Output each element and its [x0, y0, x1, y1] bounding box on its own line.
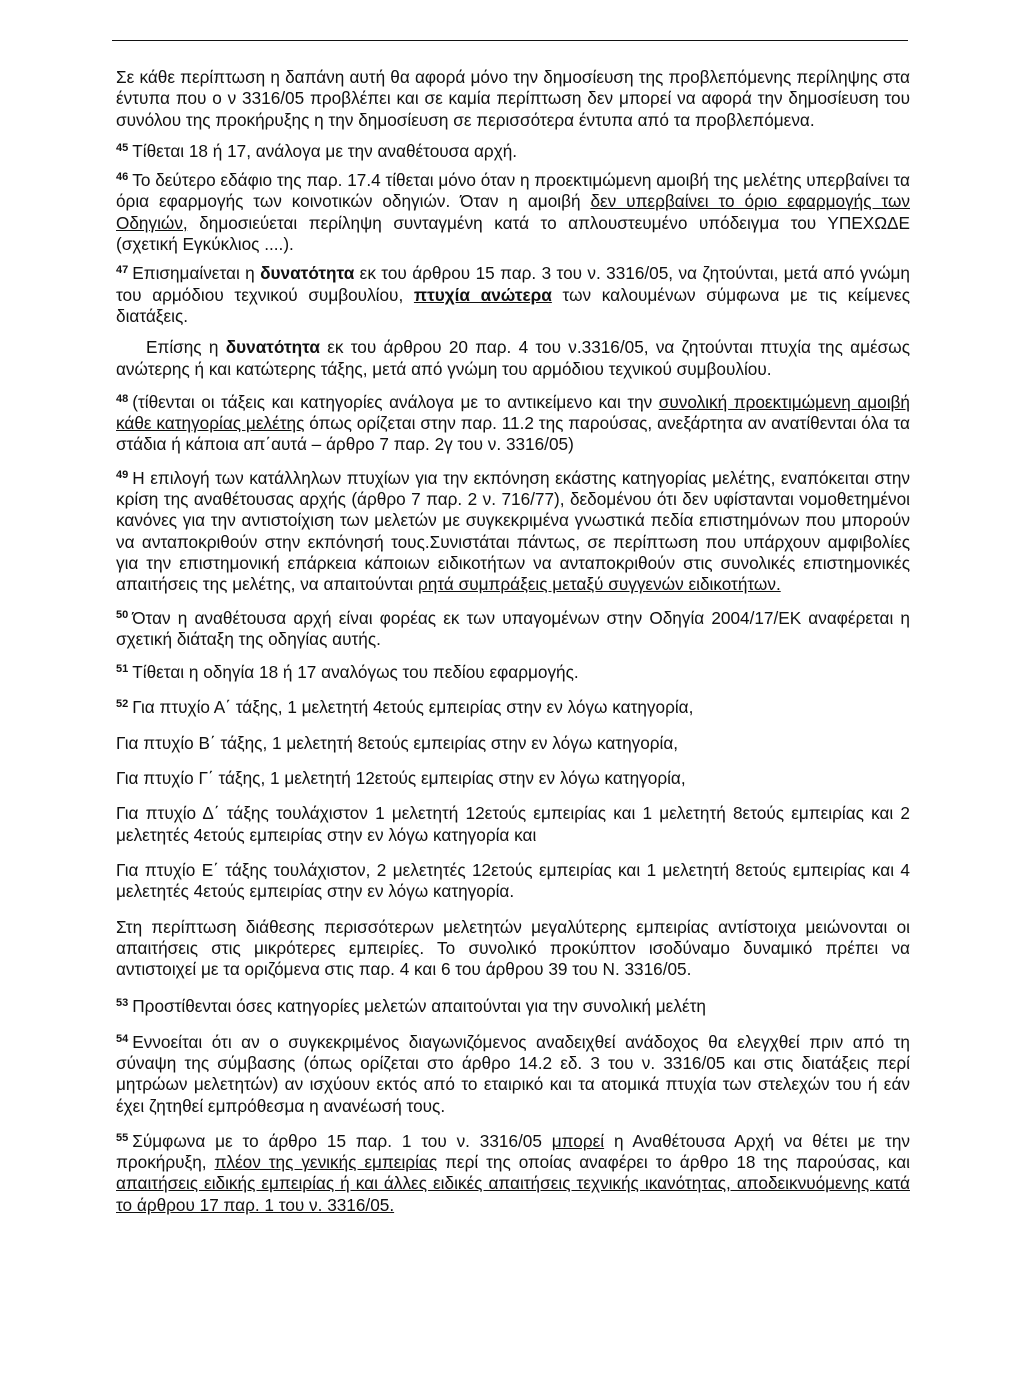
- footnote-number: 50: [116, 608, 129, 621]
- footnote-52-line-6: Στη περίπτωση διάθεσης περισσότερων μελετητών μεγαλύτερης εμπειρίας αντίστοιχα μειώνονται οι απαιτήσεις στις μικρότερες εμπειρίες. Το συνολικό προκύπτον ισοδύναμο δυναμικό πρέπει να αντιστοιχεί με τα οριζόμενα στις παρ. 4 και 6 του άρθρου 39 του Ν. 3316/05.: [116, 916, 910, 980]
- footnote-52-line-5: Για πτυχίο Ε΄ τάξης τουλάχιστον, 2 μελετητές 12ετούς εμπειρίας και 1 μελετητή 8ετούς εμπειρίας και 4 μελετητές 4ετούς εμπειρίας στην εν λόγω κατηγορία.: [116, 859, 910, 902]
- underlined-text: μπορεί: [551, 1130, 605, 1151]
- footnote-48: $^{48}$ (τίθενται οι τάξεις και κατηγορίες ανάλογα με το αντικείμενο και την συνολική προεκτιμώμενη αμοιβή κάθε κατηγορίας μελέτης όπως ορίζεται στην παρ. 11.2 της παρούσας, ανεξάρτητα αν ανατίθενται όλα τα στάδια ή κάποια απ΄αυτά – άρθρο 7 παρ. 2γ του ν. 3316/05): [116, 391, 910, 455]
- footnote-separator-line: [112, 40, 908, 41]
- footnote-number: 49: [116, 468, 129, 481]
- underlined-text: ρητά συμπράξεις μεταξύ συγγενών ειδικοτήτων.: [418, 574, 781, 595]
- footnote-47: $^{47}$ Επισημαίνεται η δυνατότητα εκ του άρθρου 15 παρ. 3 του ν. 3316/05, να ζητούνται, μετά από γνώμη του αρμόδιου τεχνικού συμβουλίου, πτυχία ανώτερα των καλουμένων σύμφωνα με τις κείμενες διατάξεις.: [116, 263, 910, 326]
- footnote-53: $^{53}$ Προστίθενται όσες κατηγορίες μελετών απαιτούνται για την συνολική μελέτη: [116, 996, 706, 1017]
- footnote-49: $^{49}$ Η επιλογή των κατάλληλων πτυχίων για την εκπόνηση εκάστης κατηγορίας μελέτης, εναπόκειται στην κρίση της αναθέτουσας αρχής (άρθρο 7 παρ. 2 ν. 716/77), δεδομένου ότι δεν υφίστανται νομοθετημένοι κανόνες για την αντιστοίχιση των μελετών με συγκεκριμένα γνωστικά πεδία επιστημόνων που μπορούν να ανταποκριθούν στην εκπόνησή τους.Συνιστάται πάντως, σε περίπτωση που υπάρχουν αμφιβολίες για την επιστημονική επάρκεια κάποιων ειδικοτήτων να ανταποκριθούν στις συνολικές επιστημονικές απαιτήσεις της μελέτης, να απαιτούνται ρητά συμπράξεις μεταξύ συγγενών ειδικοτήτων.: [116, 467, 910, 595]
- bold-text: δυνατότητα: [260, 263, 355, 284]
- footnote-52-line-4: Για πτυχίο Δ΄ τάξης τουλάχιστον 1 μελετητή 12ετούς εμπειρίας και 1 μελετητή 8ετούς εμπειρίας και 2 μελετητές 4ετούς εμπειρίας στην εν λόγω κατηγορία και: [116, 803, 910, 845]
- footnote-number: 47: [116, 264, 129, 277]
- footnote-55: $^{55}$ Σύμφωνα με το άρθρο 15 παρ. 1 του ν. 3316/05 μπορεί η Αναθέτουσα Αρχή να θέτει με την προκήρυξη, πλέον της γενικής εμπειρίας περί της οποίας αναφέρει το άρθρο 18 της παρούσας, και απαιτήσεις ειδικής εμπειρίας ή και άλλες ειδικές απαιτήσεις τεχνικής ικανότητας, αποδεικνυόμενης κατά το άρθρου 17 παρ. 1 του ν. 3316/05.: [116, 1130, 910, 1215]
- bold-underlined-text: πτυχία ανώτερα: [413, 284, 552, 305]
- underlined-text: πλέον της γενικής εμπειρίας: [214, 1152, 438, 1173]
- footnote-52-line-3: Για πτυχίο Γ΄ τάξης, 1 μελετητή 12ετούς εμπειρίας στην εν λόγω κατηγορία,: [116, 768, 686, 789]
- footnote-number: 53: [116, 997, 129, 1010]
- footnote-46: $^{46}$ Το δεύτερο εδάφιο της παρ. 17.4 τίθεται μόνο όταν η προεκτιμώμενη αμοιβή της μελέτης υπερβαίνει τα όρια εφαρμογής των κοινοτικών οδηγιών. Όταν η αμοιβή δεν υπερβαίνει το όριο εφαρμογής των Οδηγιών, δημοσιεύεται περίληψη συνταγμένη κατά το απλουστευμένο υπόδειγμα του ΥΠΕΧΩΔΕ (σχετική Εγκύκλιος ....).: [116, 170, 910, 255]
- footnote-47-continuation: Επίσης η δυνατότητα εκ του άρθρου 20 παρ. 4 του ν.3316/05, να ζητούνται πτυχία της αμέσως ανώτερης ή και κατώτερης τάξης, μετά από γνώμη του αρμόδιου τεχνικού συμβουλίου.: [116, 337, 910, 379]
- footnote-50: $^{50}$ Όταν η αναθέτουσα αρχή είναι φορέας εκ των υπαγομένων στην Οδηγία 2004/17/ΕΚ αναφέρεται η σχετική διάταξη της οδηγίας αυτής.: [116, 607, 910, 649]
- footnote-number: 55: [116, 1131, 129, 1144]
- underlined-text: απαιτήσεις ειδικής εμπειρίας ή και άλλες ειδικές απαιτήσεις τεχνικής ικανότητας, αποδεικνυόμενης κατά το άρθρου 17 παρ. 1 του ν. 3316/05.: [116, 1173, 910, 1215]
- footnote-number: 45: [116, 141, 129, 154]
- footnote-number: 46: [116, 171, 129, 184]
- bold-text: δυνατότητα: [225, 337, 320, 358]
- footnote-52-line-1: $^{52}$ Για πτυχίο Α΄ τάξης, 1 μελετητή 4ετούς εμπειρίας στην εν λόγω κατηγορία,: [116, 697, 694, 718]
- footnote-45: $^{45}$ Τίθεται 18 ή 17, ανάλογα με την αναθέτουσα αρχή.: [116, 140, 518, 161]
- footnote-54: $^{54}$ Εννοείται ότι αν ο συγκεκριμένος διαγωνιζόμενος αναδειχθεί ανάδοχος θα ελεγχθεί πριν από τη σύναψη της σύμβασης (όπως ορίζεται στο άρθρο 14.2 εδ. 3 του ν. 3316/05 και στις διατάξεις περί μητρώων μελετητών) αν ισχύουν εκτός από το εταιρικό και τα ατομικά πτυχία των στελεχών του ή εάν έχει ζητηθεί εμπρόθεσμα η ανανέωσή τους.: [116, 1031, 910, 1116]
- footnote-52-line-2: Για πτυχίο Β΄ τάξης, 1 μελετητή 8ετούς εμπειρίας στην εν λόγω κατηγορία,: [116, 732, 679, 753]
- footnote-number: 54: [116, 1032, 129, 1045]
- intro-paragraph: Σε κάθε περίπτωση η δαπάνη αυτή θα αφορά μόνο την δημοσίευση της προβλεπόμενης περίληψης στα έντυπα που ο ν 3316/05 προβλέπει και σε καμία περίπτωση δεν μπορεί να αφορά την δημοσίευση του συνόλου της προκήρυξης η την δημοσίευση σε περισσότερα έντυπα από τα προβλεπόμενα.: [116, 67, 910, 130]
- footnote-number: 48: [116, 392, 129, 405]
- footnote-51: $^{51}$ Τίθεται η οδηγία 18 ή 17 αναλόγως του πεδίου εφαρμογής.: [116, 662, 579, 683]
- footnotes-body: [116, 67, 910, 1216]
- footnote-number: 51: [116, 663, 129, 676]
- underlined-text: δεν υπερβαίνει το όριο εφαρμογής των Οδηγιών,: [116, 191, 910, 233]
- footnote-number: 52: [116, 698, 129, 711]
- underlined-text: συνολική προεκτιμώμενη αμοιβή κάθε κατηγορίας μελέτης: [116, 391, 910, 434]
